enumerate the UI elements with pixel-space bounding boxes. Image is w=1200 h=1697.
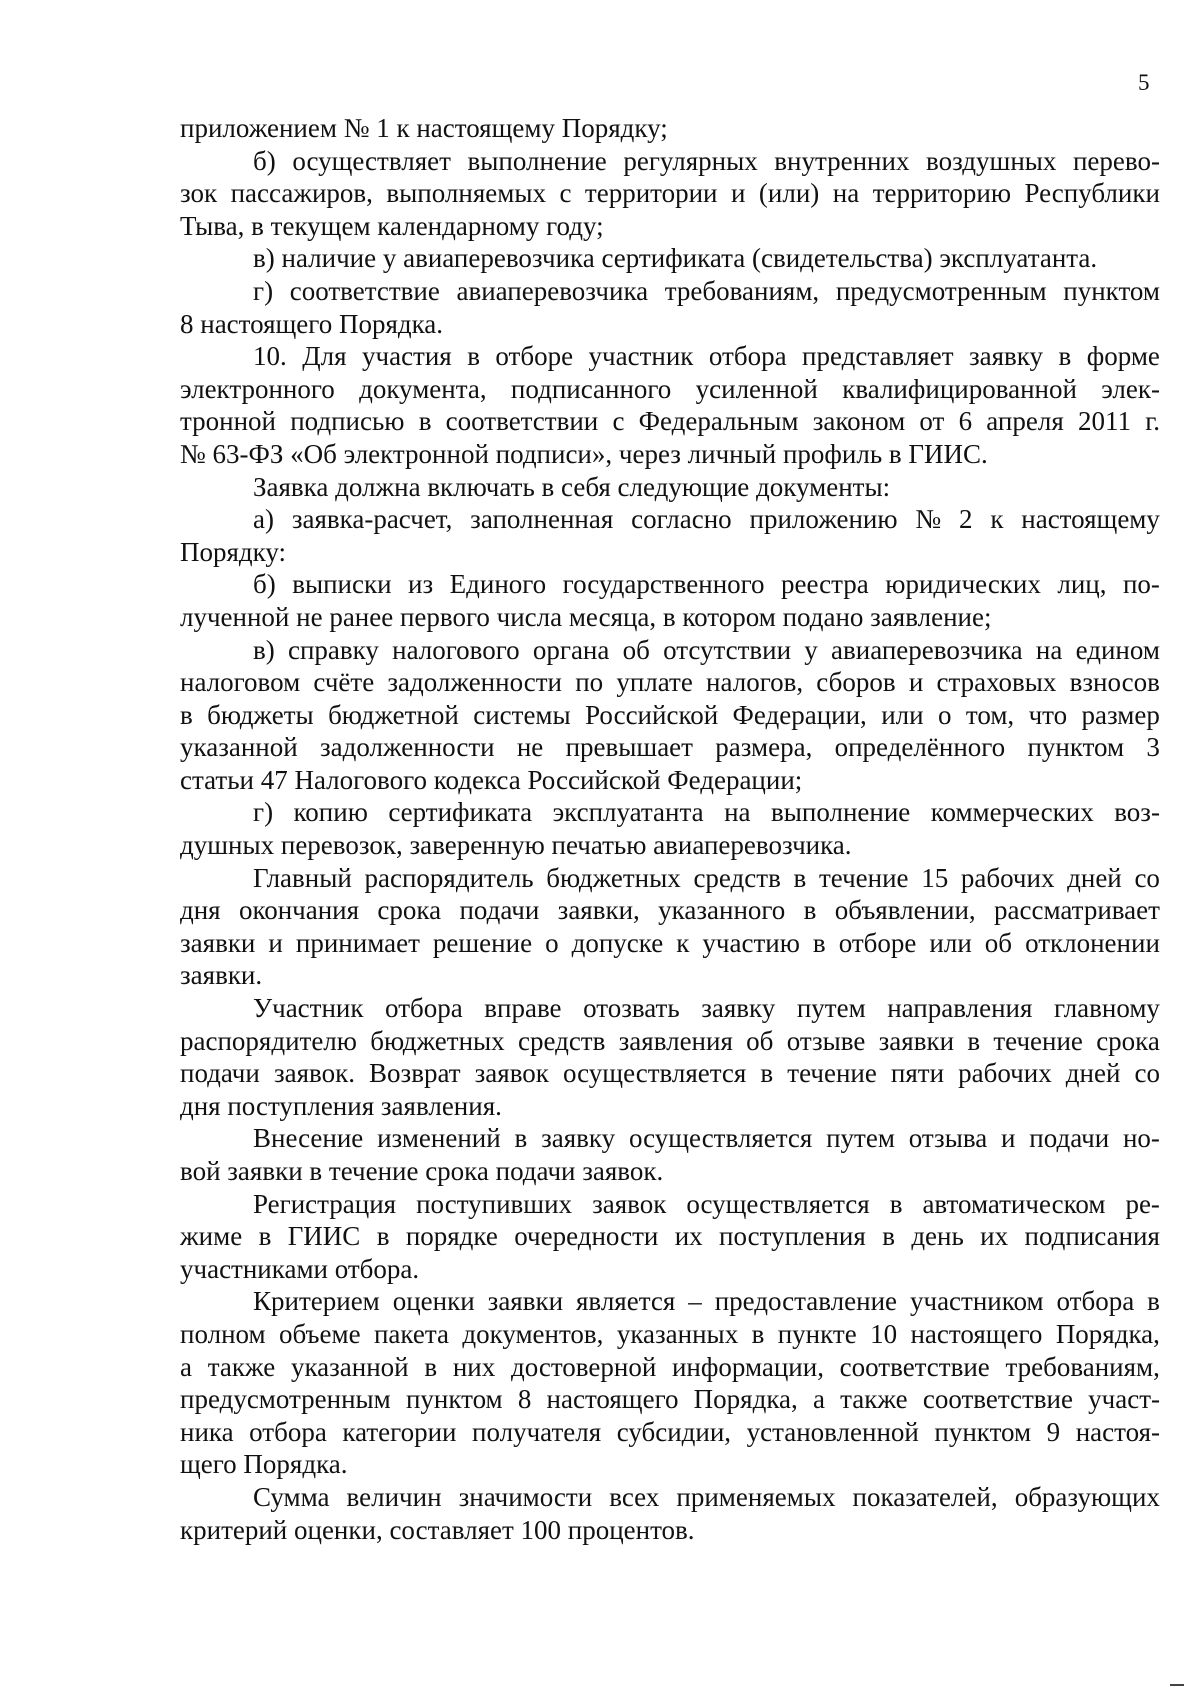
text-line: б) осуществляет выполнение регулярных внутренних воздушных перево-	[253, 145, 1160, 176]
text-line: г) копию сертификата эксплуатанта на выполнение коммерческих воз-	[253, 797, 1160, 828]
text-line: распорядителю бюджетных средств заявления об отзыве заявки в течение срока	[180, 1025, 1160, 1056]
text-line: Заявка должна включать в себя следующие документы:	[253, 471, 891, 502]
text-line: Тыва, в текущем календарному году;	[180, 210, 604, 241]
text-line: Порядку:	[180, 536, 287, 567]
text-line: предусмотренным пунктом 8 настоящего Порядка, а также соответствие участ-	[180, 1384, 1160, 1415]
text-line: 10. Для участия в отборе участник отбора представляет заявку в форме	[253, 341, 1160, 372]
text-line: щего Порядка.	[180, 1449, 348, 1480]
text-line: лученной не ранее первого числа месяца, в котором подано заявление;	[180, 601, 992, 632]
text-line: Главный распорядитель бюджетных средств в течение 15 рабочих дней со	[253, 862, 1160, 893]
text-line: 8 настоящего Порядка.	[180, 308, 444, 339]
text-line: заявки и принимает решение о допуске к участию в отборе или об отклонении	[180, 927, 1160, 958]
text-line: подачи заявок. Возврат заявок осуществляется в течение пяти рабочих дней со	[180, 1058, 1160, 1089]
text-line: Сумма величин значимости всех применяемых показателей, образующих	[253, 1481, 1160, 1512]
scan-artifact-mark	[1170, 1684, 1184, 1686]
text-line: электронного документа, подписанного усиленной квалифицированной элек-	[180, 373, 1160, 404]
text-line: полном объеме пакета документов, указанных в пункте 10 настоящего Порядка,	[180, 1318, 1160, 1349]
text-line: тронной подписью в соответствии с Федеральным законом от 6 апреля 2011 г.	[180, 406, 1160, 437]
text-line: № 63-ФЗ «Об электронной подписи», через личный профиль в ГИИС.	[180, 438, 988, 469]
text-line: а) заявка-расчет, заполненная согласно приложению № 2 к настоящему	[253, 504, 1160, 535]
text-line: участниками отбора.	[180, 1253, 420, 1284]
text-line: в бюджеты бюджетной системы Российской Федерации, или о том, что размер	[180, 699, 1160, 730]
text-line: в) наличие у авиаперевозчика сертификата (свидетельства) эксплуатанта.	[253, 243, 1098, 274]
text-line: Участник отбора вправе отозвать заявку путем направления главному	[253, 993, 1160, 1024]
text-line: налоговом счёте задолженности по уплате налогов, сборов и страховых взносов	[180, 667, 1160, 698]
text-line: а также указанной в них достоверной информации, соответствие требованиям,	[180, 1351, 1160, 1382]
text-line: зок пассажиров, выполняемых с территории и (или) на территорию Республики	[180, 178, 1160, 209]
text-line: жиме в ГИИС в порядке очередности их поступления в день их подписания	[180, 1221, 1160, 1252]
text-line: б) выписки из Единого государственного реестра юридических лиц, по-	[253, 569, 1160, 600]
page-number: 5	[1138, 70, 1150, 95]
text-line: приложением № 1 к настоящему Порядку;	[180, 113, 668, 143]
text-line: Внесение изменений в заявку осуществляется путем отзыва и подачи но-	[253, 1123, 1160, 1154]
text-line: вой заявки в течение срока подачи заявок.	[180, 1156, 664, 1186]
text-line: Критерием оценки заявки является – предоставление участником отбора в	[253, 1286, 1160, 1317]
text-line: критерий оценки, составляет 100 процентов.	[180, 1514, 695, 1545]
text-line: указанной задолженности не превышает размера, определённого пунктом 3	[180, 732, 1160, 763]
text-line: статьи 47 Налогового кодекса Российской Федерации;	[180, 764, 803, 795]
document-body	[180, 112, 1160, 1546]
text-line: Регистрация поступивших заявок осуществляется в автоматическом ре-	[253, 1188, 1160, 1219]
text-line: г) соответствие авиаперевозчика требованиям, предусмотренным пунктом	[253, 275, 1160, 306]
text-line: душных перевозок, заверенную печатью авиаперевозчика.	[180, 830, 852, 861]
text-line: ника отбора категории получателя субсидии, установленной пунктом 9 настоя-	[180, 1416, 1160, 1447]
text-line: в) справку налогового органа об отсутствии у авиаперевозчика на едином	[253, 634, 1160, 665]
text-line: заявки.	[180, 960, 263, 991]
text-line: дня окончания срока подачи заявки, указанного в объявлении, рассматривает	[180, 895, 1160, 926]
text-line: дня поступления заявления.	[180, 1090, 502, 1121]
